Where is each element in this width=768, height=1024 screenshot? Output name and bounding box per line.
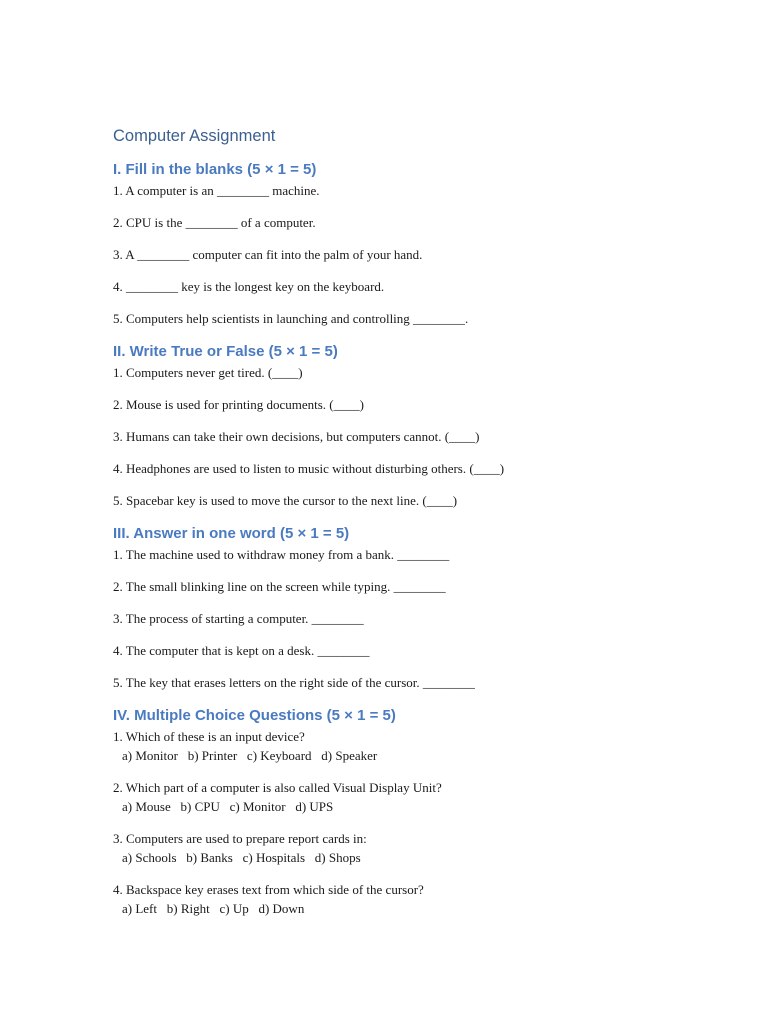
mcq-question bbox=[113, 881, 733, 918]
section-heading: I. Fill in the blanks (5 × 1 = 5) bbox=[113, 161, 317, 178]
section-heading: III. Answer in one word (5 × 1 = 5) bbox=[113, 525, 350, 542]
mcq-question-text: 4. Backspace key erases text from which side of the cursor? bbox=[113, 882, 424, 897]
mcq-options: a) Left b) Right c) Up d) Down bbox=[122, 901, 305, 916]
question-item: 4. The computer that is kept on a desk. ________ bbox=[113, 643, 370, 658]
mcq-question bbox=[113, 830, 733, 867]
question-item: 3. A ________ computer can fit into the palm of your hand. bbox=[113, 247, 423, 262]
question-item: 5. Computers help scientists in launching and controlling ________. bbox=[113, 311, 469, 326]
mcq-question-text: 1. Which of these is an input device? bbox=[113, 729, 305, 744]
question-item: 2. CPU is the ________ of a computer. bbox=[113, 215, 316, 230]
mcq-options: a) Mouse b) CPU c) Monitor d) UPS bbox=[122, 799, 334, 814]
section-true-false bbox=[113, 342, 733, 510]
question-item: 3. The process of starting a computer. ________ bbox=[113, 611, 364, 626]
question-item: 2. The small blinking line on the screen while typing. ________ bbox=[113, 579, 446, 594]
mcq-options: a) Schools b) Banks c) Hospitals d) Shops bbox=[122, 850, 361, 865]
mcq-question bbox=[113, 779, 733, 816]
question-item: 2. Mouse is used for printing documents. (____) bbox=[113, 397, 364, 412]
question-item: 4. ________ key is the longest key on the keyboard. bbox=[113, 279, 385, 294]
document-title: Computer Assignment bbox=[113, 127, 276, 145]
question-item: 1. A computer is an ________ machine. bbox=[113, 183, 320, 198]
section-multiple-choice bbox=[113, 706, 733, 918]
question-item: 5. Spacebar key is used to move the cursor to the next line. (____) bbox=[113, 493, 458, 508]
question-item: 1. The machine used to withdraw money from a bank. ________ bbox=[113, 547, 450, 562]
section-fill-blanks bbox=[113, 160, 733, 328]
mcq-question bbox=[113, 728, 733, 765]
question-item: 5. The key that erases letters on the right side of the cursor. ________ bbox=[113, 675, 475, 690]
mcq-question-text: 2. Which part of a computer is also called Visual Display Unit? bbox=[113, 780, 442, 795]
section-heading: II. Write True or False (5 × 1 = 5) bbox=[113, 343, 338, 360]
document-page bbox=[113, 124, 733, 918]
mcq-question-text: 3. Computers are used to prepare report cards in: bbox=[113, 831, 367, 846]
question-item: 3. Humans can take their own decisions, but computers cannot. (____) bbox=[113, 429, 480, 444]
section-heading: IV. Multiple Choice Questions (5 × 1 = 5) bbox=[113, 707, 396, 724]
mcq-options: a) Monitor b) Printer c) Keyboard d) Speaker bbox=[122, 748, 378, 763]
section-one-word bbox=[113, 524, 733, 692]
question-item: 1. Computers never get tired. (____) bbox=[113, 365, 303, 380]
question-item: 4. Headphones are used to listen to music without disturbing others. (____) bbox=[113, 461, 505, 476]
